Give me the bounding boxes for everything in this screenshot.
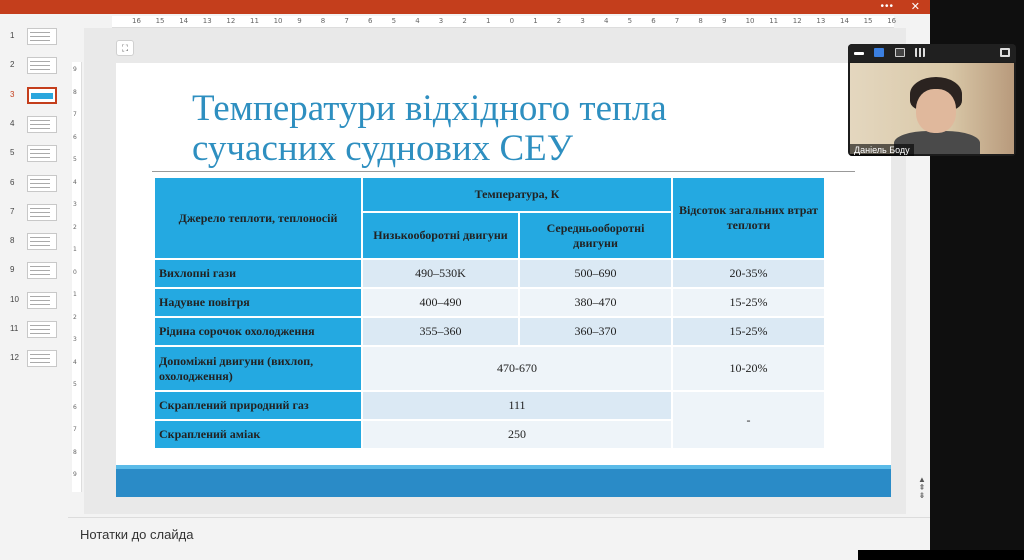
ruler-tick-label: 16 <box>132 17 141 25</box>
header-percent: Відсоток загальних втрат теплоти <box>672 177 825 259</box>
ruler-tick-label: 15 <box>155 17 165 25</box>
ruler-tick-label: 8 <box>73 88 77 96</box>
participant-face <box>916 89 956 133</box>
ruler-tick-label: 3 <box>73 336 77 343</box>
row-label: Скраплений аміак <box>154 420 362 449</box>
slide-thumbnail[interactable] <box>27 87 57 104</box>
slide-thumbnail[interactable] <box>27 292 57 309</box>
slide-scroll-controls[interactable]: ▲ ⇞ ⇟ <box>918 475 926 500</box>
ruler-tick-label: 2 <box>73 313 77 321</box>
ruler-tick-label: 9 <box>722 17 727 25</box>
thumbnail-number: 8 <box>10 236 15 246</box>
ruler-tick-label: 13 <box>202 17 212 25</box>
horizontal-ruler <box>112 16 897 28</box>
ruler-tick-label: 2 <box>73 223 77 231</box>
cell-aux-pct: 10-20% <box>672 346 825 391</box>
more-options-button[interactable]: ••• <box>880 1 894 12</box>
thumbnail-number: 1 <box>10 31 15 40</box>
title-bar <box>0 0 930 14</box>
ruler-tick-label: 5 <box>73 381 77 388</box>
ruler-tick-label: 16 <box>887 17 897 25</box>
thumbnail-number: 2 <box>10 60 15 70</box>
cell-pct: 15-25% <box>672 288 825 317</box>
header-low-speed: Низькооборотні двигуни <box>362 212 519 259</box>
video-call-tile[interactable] <box>848 44 1016 156</box>
ruler-tick-label: 1 <box>73 246 77 253</box>
ruler-tick-label: 8 <box>73 448 77 456</box>
ruler-tick-label: 9 <box>73 66 77 73</box>
ruler-tick-label: 9 <box>297 17 302 25</box>
cell-low: 400–490 <box>362 288 519 317</box>
ruler-tick-label: 14 <box>179 17 189 25</box>
ruler-tick-label: 11 <box>250 17 259 25</box>
ruler-tick-label: 4 <box>604 17 609 25</box>
row-label: Вихлопні гази <box>154 259 362 288</box>
row-label: Надувне повітря <box>154 288 362 317</box>
ruler-tick-label: 15 <box>863 17 873 25</box>
cell-pct: 20-35% <box>672 259 825 288</box>
ruler-tick-label: 4 <box>415 17 420 25</box>
cell-pct: 15-25% <box>672 317 825 346</box>
ruler-tick-label: 3 <box>438 17 444 25</box>
speaker-view-icon[interactable] <box>874 48 884 57</box>
ruler-tick-label: 12 <box>792 17 802 25</box>
ruler-tick-label: 8 <box>320 17 326 25</box>
fit-slide-icon[interactable]: ⛶ <box>116 40 134 56</box>
ruler-tick-label: 6 <box>651 17 656 25</box>
ruler-tick-label: 10 <box>273 17 283 25</box>
cell-mid: 360–370 <box>519 317 672 346</box>
cell-merged-pct: - <box>672 391 825 449</box>
cell-low: 355–360 <box>362 317 519 346</box>
ruler-tick-label: 6 <box>73 403 77 411</box>
ruler-tick-label: 0 <box>73 268 77 276</box>
thumbnail-number: 5 <box>10 148 15 158</box>
ruler-tick-label: 12 <box>226 17 236 25</box>
participant-video <box>850 63 1014 154</box>
ruler-tick-label: 7 <box>73 426 77 433</box>
slide-thumbnail[interactable] <box>27 350 57 367</box>
ruler-tick-label: 2 <box>556 17 562 25</box>
cell-mid: 500–690 <box>519 259 672 288</box>
thumbnail-number: 11 <box>10 324 19 333</box>
row-label: Рідина сорочок охолодження <box>154 317 362 346</box>
ruler-tick-label: 14 <box>840 17 849 25</box>
participant-name: Даніель Боду <box>850 144 914 156</box>
exit-fullscreen-icon[interactable] <box>1000 48 1010 57</box>
ruler-tick-label: 8 <box>698 17 703 25</box>
slide <box>116 63 891 497</box>
cell-lng-temp: 111 <box>362 391 672 420</box>
slide-title <box>192 89 832 169</box>
vertical-ruler <box>72 62 82 492</box>
minimize-icon[interactable] <box>854 52 864 55</box>
video-toolbar <box>848 44 1016 62</box>
slide-thumbnail[interactable] <box>27 262 57 279</box>
ruler-tick-label: 2 <box>462 17 467 25</box>
notes-pane[interactable] <box>68 517 930 552</box>
row-label: Скраплений природний газ <box>154 391 362 420</box>
ruler-tick-label: 4 <box>73 178 77 186</box>
slide-thumbnail[interactable] <box>27 57 57 74</box>
thumbnail-view-icon[interactable] <box>895 48 905 57</box>
thumbnail-number: 7 <box>10 206 15 216</box>
slide-title-line-2: сучасних суднових СЕУ <box>192 128 573 169</box>
header-medium-speed: Середньооборотні двигуни <box>519 212 672 259</box>
thumbnail-number: 12 <box>10 353 19 363</box>
slide-thumbnail[interactable] <box>27 116 57 133</box>
ruler-tick-label: 5 <box>391 17 397 25</box>
ruler-tick-label: 3 <box>580 17 585 25</box>
ruler-tick-label: 7 <box>73 111 77 118</box>
ruler-tick-label: 3 <box>73 201 77 208</box>
thumbnail-number: 3 <box>10 89 15 99</box>
ruler-tick-label: 6 <box>73 133 77 141</box>
waste-heat-table <box>153 176 826 450</box>
ruler-tick-label: 0 <box>509 17 515 25</box>
gallery-view-icon[interactable] <box>915 48 925 57</box>
cell-nh3-temp: 250 <box>362 420 672 449</box>
ruler-tick-label: 4 <box>73 358 77 366</box>
title-divider <box>152 171 855 172</box>
slide-thumbnail[interactable] <box>27 204 57 221</box>
thumbnail-number: 4 <box>10 118 15 128</box>
cell-aux-temp: 470-670 <box>362 346 672 391</box>
ruler-tick-label: 7 <box>674 17 680 25</box>
ruler-tick-label: 9 <box>73 471 77 478</box>
black-strip <box>858 550 1024 560</box>
ruler-tick-label: 7 <box>344 17 349 25</box>
slide-thumbnail-pane <box>0 22 68 382</box>
ruler-tick-label: 10 <box>745 17 755 25</box>
ruler-tick-label: 1 <box>73 291 77 298</box>
slide-thumbnail[interactable] <box>27 145 57 162</box>
thumbnail-number: 10 <box>10 294 19 304</box>
ruler-tick-label: 5 <box>627 17 633 25</box>
slide-footer-band <box>116 465 891 497</box>
cell-low: 490–530K <box>362 259 519 288</box>
ruler-tick-label: 5 <box>73 156 77 163</box>
slide-thumbnail[interactable] <box>27 175 57 192</box>
close-icon[interactable]: ✕ <box>910 1 920 13</box>
slide-thumbnail[interactable] <box>27 28 57 45</box>
cell-mid: 380–470 <box>519 288 672 317</box>
header-temperature: Температура, К <box>362 177 672 212</box>
notes-label: Нотатки до слайда <box>80 527 194 542</box>
slide-title-line-1: Температури відхідного тепла <box>192 88 667 129</box>
ruler-tick-label: 1 <box>486 17 491 25</box>
row-label: Допоміжні двигуни (вихлоп, охолодження) <box>154 346 362 391</box>
ruler-tick-label: 11 <box>769 17 779 25</box>
thumbnail-number: 6 <box>10 177 15 187</box>
header-source: Джерело теплоти, теплоносій <box>154 177 362 259</box>
slide-thumbnail[interactable] <box>27 321 57 338</box>
ruler-tick-label: 1 <box>533 17 538 25</box>
slide-thumbnail[interactable] <box>27 233 57 250</box>
thumbnail-number: 9 <box>10 265 15 275</box>
ruler-tick-label: 13 <box>816 17 826 25</box>
ruler-tick-label: 6 <box>368 17 373 25</box>
